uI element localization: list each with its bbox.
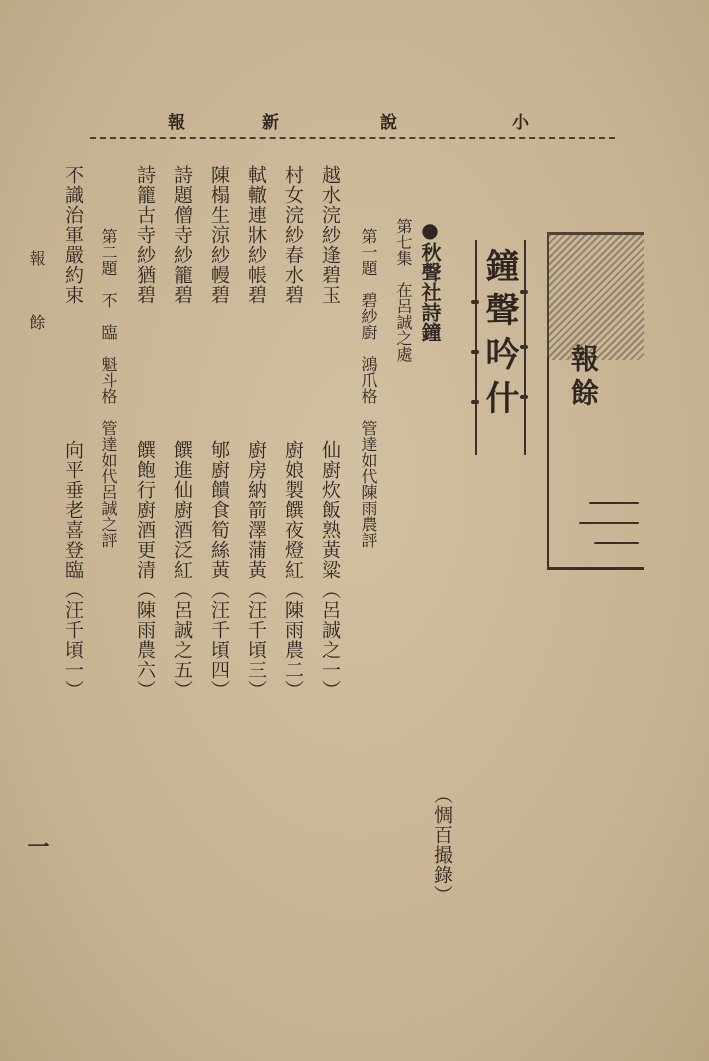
column-banner	[547, 232, 642, 567]
topic1-heading: 第一題 碧紗廚 鴻爪格 管達如代陳雨農評	[359, 228, 378, 548]
couplet-line-paired: 向平垂老喜登臨（汪千頃一）	[62, 440, 84, 700]
couplet-line: 詩籠古寺紗猶碧	[134, 165, 156, 305]
chain-ornament-left	[475, 240, 477, 455]
header-char-3: 新	[262, 113, 279, 133]
header-char-2: 說	[380, 113, 397, 133]
page-number: 一	[24, 835, 50, 857]
banner-illustration	[547, 232, 644, 360]
banner-frame-line	[547, 357, 549, 482]
couplet-line-paired: 饌飽行廚酒更清（陳雨農六）	[134, 440, 156, 700]
couplet-line-paired: 饌進仙廚酒泛紅（呂誠之五）	[171, 440, 193, 700]
couplet-line: 陳榻生涼紗幔碧	[208, 165, 230, 305]
couplet-line: 軾轍連牀紗帳碧	[245, 165, 267, 305]
topic2-heading: 第二題 不 臨 魁斗格 管達如代呂誠之評	[99, 228, 118, 548]
couplet-line-paired: 廚房納箭澤蒲黃（汪千頃三）	[245, 440, 267, 700]
couplet-line: 村女浣紗春水碧	[282, 165, 304, 305]
column-title: 鐘聲吟什	[479, 248, 519, 424]
footer-label: 報餘	[27, 250, 46, 378]
section-heading: ●秋聲社詩鐘	[418, 218, 442, 342]
couplet-line: 詩題僧寺紗籠碧	[171, 165, 193, 305]
couplet-line-paired: 郇廚饋食筍絲黃（汪千頃四）	[208, 440, 230, 700]
couplet-line-paired: 廚娘製饌夜燈紅（陳雨農二）	[282, 440, 304, 700]
banner-cloud-ornament	[547, 482, 644, 570]
header-char-1: 小	[512, 113, 529, 133]
collection-line: 第七集 在呂誠之處	[394, 218, 413, 362]
header-char-4: 報	[168, 113, 185, 133]
couplet-line-paired: 仙廚炊飯熟黃粱（呂誠之一）	[319, 440, 341, 700]
header-rule	[90, 137, 615, 139]
recorder-credit: （惆百撮錄）	[431, 785, 453, 905]
banner-label: 報餘	[567, 344, 600, 412]
couplet-line: 越水浣紗逢碧玉	[319, 165, 341, 305]
couplet-line: 不識治軍嚴約束	[62, 165, 84, 305]
